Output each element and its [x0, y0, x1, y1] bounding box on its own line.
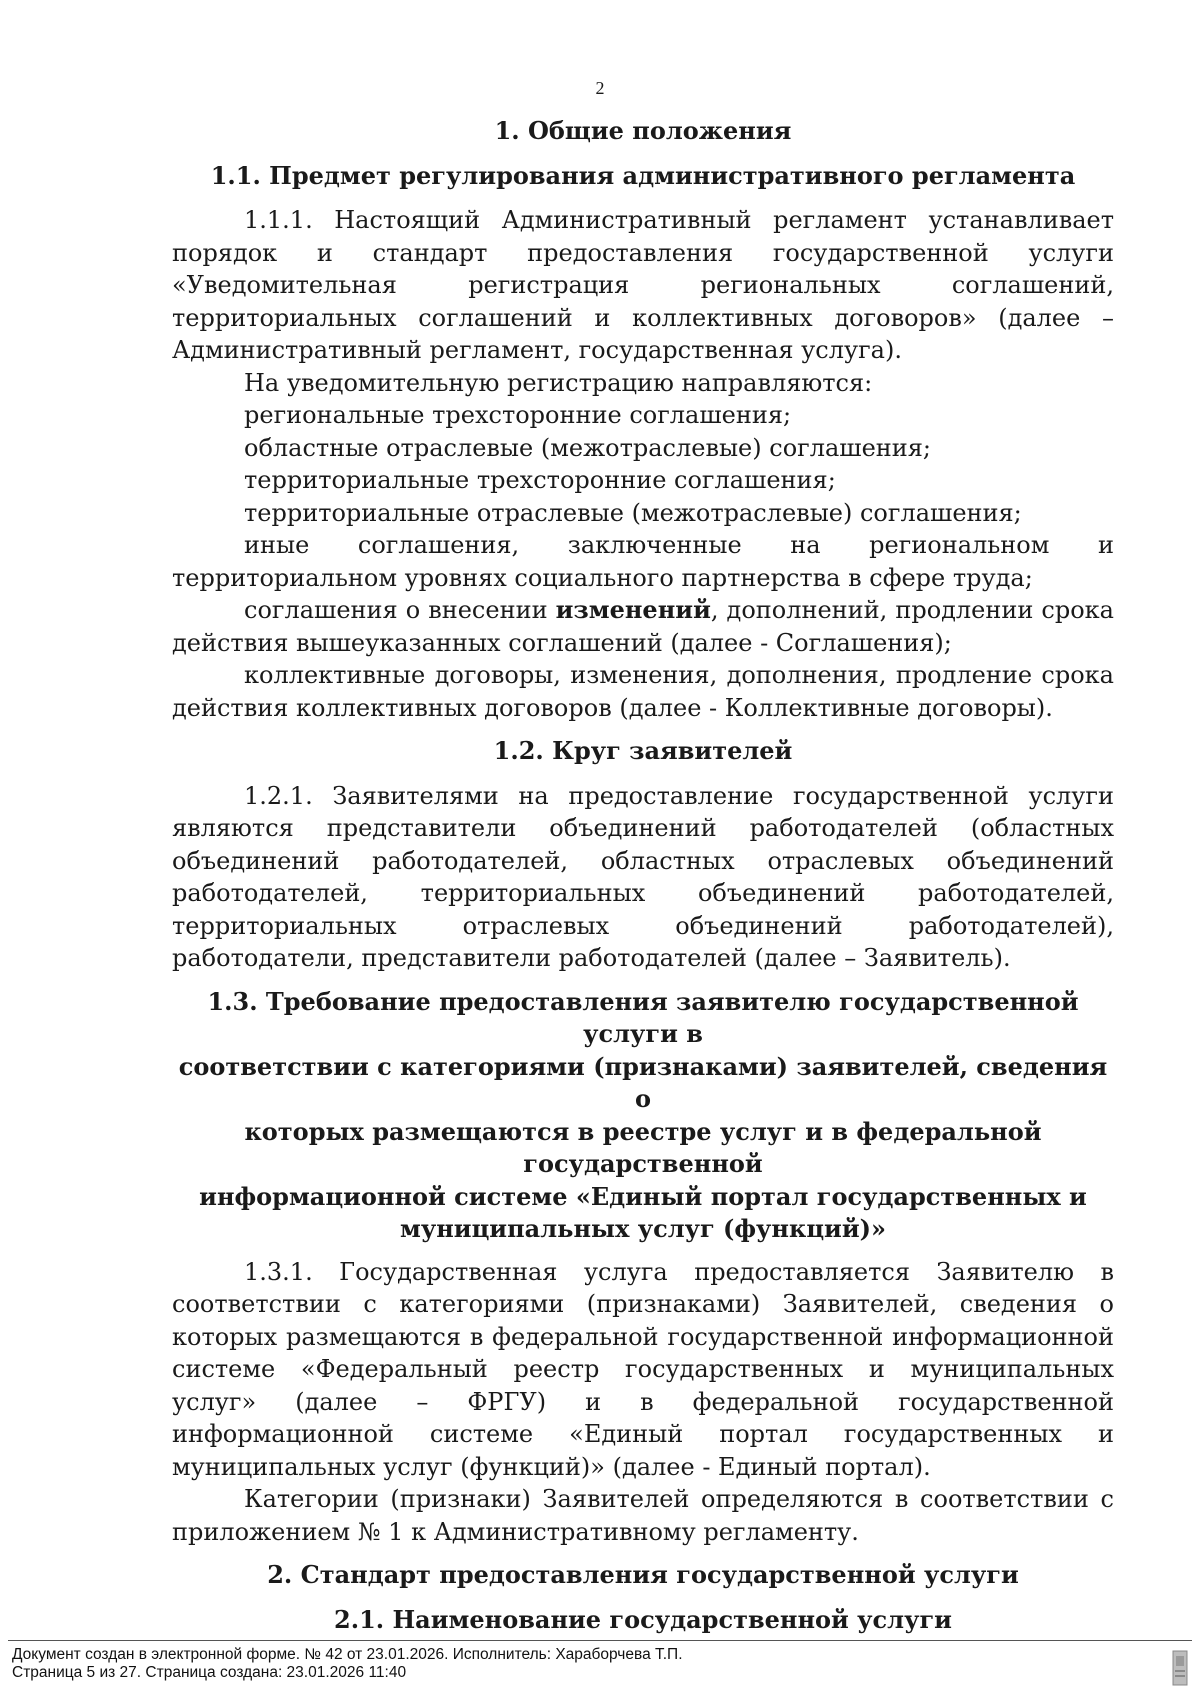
footer-line-1: Документ создан в электронной форме. № 42 от 23.01.2026. Исполнитель: Хараборчева Т.П. [12, 1646, 683, 1663]
section-1-3-heading-line-2: соответствии с категориями (признаками) заявителей, сведения о [178, 1051, 1108, 1113]
paragraph-1-2-1: 1.2.1. Заявителями на предоставление государственной услуги являются представители объединений работодателей (областных объединений работодателей, областных отраслевых объединений работодателей, территориальных объединений работодателей, территориальных отраслевых объединений работодателей), работодатели, представители работодателей (далее – Заявитель). [172, 781, 1114, 972]
section-1-3-heading [172, 986, 1114, 1246]
section-1-3-heading-line-4: информационной системе «Единый портал государственных и [199, 1181, 1087, 1211]
list-item-6-bold: изменений [555, 595, 711, 624]
list-item-3: территориальные трехсторонние соглашения; [244, 466, 836, 494]
paragraph-1-1-1: 1.1.1. Настоящий Административный регламент устанавливает порядок и стандарт предоставления государственной услуги «Уведомительная регистрация региональных соглашений, территориальных соглашений и коллективных договоров» (далее – Административный регламент, государственная услуга). [172, 206, 1114, 364]
paragraph-1-3-1: 1.3.1. Государственная услуга предоставляется Заявителю в соответствии с категориями (признаками) Заявителей, сведения о которых размещаются в федеральной государственной информационной системе «Федеральный реестр государственных и муниципальных услуг» (далее – ФРГУ) и в федеральной государственной информационной системе «Единый портал государственных и муниципальных услуг (функций)» (далее - Единый портал). [172, 1257, 1114, 1481]
list-item-5: иные соглашения, заключенные на региональном и территориальном уровнях социального партнерства в сфере труда; [172, 531, 1114, 592]
section-1-1-heading: 1.1. Предмет регулирования административного регламента [210, 160, 1076, 190]
list-item-6-start: соглашения о внесении [244, 596, 556, 624]
section-1-heading: 1. Общие положения [494, 116, 792, 145]
footer-line-2: Страница 5 из 27. Страница создана: 23.01.2026 11:40 [12, 1664, 407, 1681]
list-intro: На уведомительную регистрацию направляются: [244, 368, 873, 397]
section-1-3-heading-line-3: которых размещаются в реестре услуг и в федеральной государственной [244, 1116, 1042, 1178]
section-2-heading: 2. Стандарт предоставления государственной услуги [267, 1560, 1019, 1589]
list-item-6 [172, 594, 1114, 659]
section-2-1-heading: 2.1. Наименование государственной услуги [334, 1604, 952, 1634]
list-item-1: региональные трехсторонние соглашения; [244, 401, 792, 429]
list-item-2: областные отраслевые (межотраслевые) соглашения; [244, 433, 931, 462]
list-item-7: коллективные договоры, изменения, дополнения, продление срока действия коллективных договоров (далее - Коллективные договоры). [172, 661, 1114, 722]
document-stamp-icon [1172, 1650, 1188, 1686]
page-number: 2 [595, 78, 605, 98]
footer-divider [8, 1640, 1192, 1641]
section-1-3-heading-line-1: 1.3. Требование предоставления заявителю государственной услуги в [207, 986, 1079, 1048]
footer [12, 1646, 683, 1682]
document-body [172, 115, 1114, 1648]
paragraph-categories: Категории (признаки) Заявителей определяются в соответствии с приложением № 1 к Административному регламенту. [172, 1485, 1114, 1546]
list-item-6-end: , дополнений, продлении срока действия вышеуказанных соглашений (далее - Соглашения); [172, 596, 1114, 657]
section-1-3-heading-line-5: муниципальных услуг (функций)» [400, 1214, 886, 1243]
list-item-4: территориальные отраслевые (межотраслевые) соглашения; [244, 498, 1022, 527]
section-1-2-heading: 1.2. Круг заявителей [493, 736, 793, 765]
